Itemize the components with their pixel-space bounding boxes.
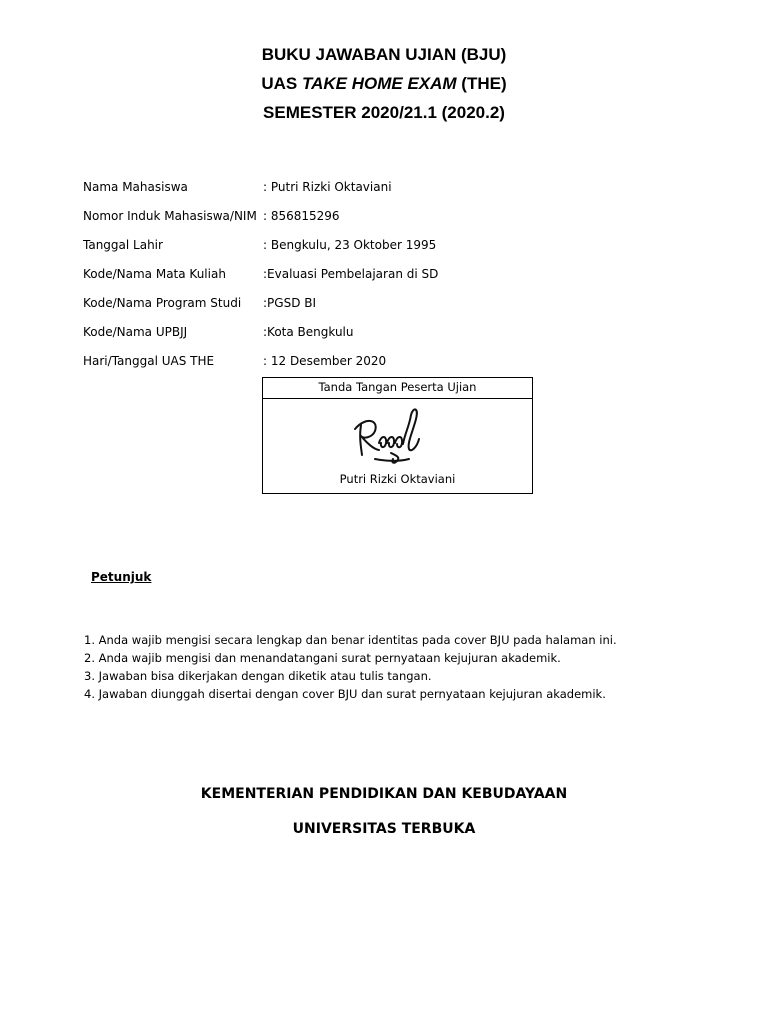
instructions-list xyxy=(84,631,617,703)
title-line-1: BUKU JAWABAN UJIAN (BJU) xyxy=(261,45,507,64)
identity-row-course xyxy=(83,259,438,288)
handwritten-signature-icon xyxy=(349,403,429,469)
title-line-3: SEMESTER 2020/21.1 (2020.2) xyxy=(263,103,505,122)
list-item: 1. Anda wajib mengisi secara lengkap dan benar identitas pada cover BJU pada halaman ini. xyxy=(84,633,617,647)
identity-row-birth xyxy=(83,230,438,259)
list-item: 2. Anda wajib mengisi dan menandatangani surat pernyataan kejujuran akademik. xyxy=(84,651,561,665)
signature-box xyxy=(262,377,533,494)
title-line-2 xyxy=(0,69,768,98)
identity-label: Nama Mahasiswa xyxy=(83,179,188,194)
footer-ministry: KEMENTERIAN PENDIDIKAN DAN KEBUDAYAAN xyxy=(200,786,568,802)
identity-row-program xyxy=(83,288,438,317)
identity-value: : Bengkulu, 23 Oktober 1995 xyxy=(263,237,437,252)
footer-university: UNIVERSITAS TERBUKA xyxy=(292,821,476,837)
title-line-2-prefix: UAS xyxy=(261,74,302,93)
signature-body xyxy=(263,399,532,493)
title-line-2-italic: TAKE HOME EXAM xyxy=(302,74,457,93)
instructions-title: Petunjuk xyxy=(91,570,152,584)
identity-label: Nomor Induk Mahasiswa/NIM xyxy=(83,208,257,223)
identity-label: Kode/Nama Program Studi xyxy=(83,295,242,310)
identity-value: :PGSD BI xyxy=(263,295,317,310)
identity-value: : Putri Rizki Oktaviani xyxy=(263,179,392,194)
identity-value: :Kota Bengkulu xyxy=(263,324,354,339)
list-item: 3. Jawaban bisa dikerjakan dengan diketik atau tulis tangan. xyxy=(84,669,432,683)
signature-heading: Tanda Tangan Peserta Ujian xyxy=(263,378,532,399)
identity-label: Tanggal Lahir xyxy=(83,237,163,252)
document-title xyxy=(0,40,768,127)
identity-value: : 856815296 xyxy=(263,208,340,223)
list-item: 4. Jawaban diunggah disertai dengan cover BJU dan surat pernyataan kejujuran akademik. xyxy=(84,687,606,701)
identity-label: Kode/Nama UPBJJ xyxy=(83,324,188,339)
identity-row-nim xyxy=(83,201,438,230)
identity-value: :Evaluasi Pembelajaran di SD xyxy=(263,266,439,281)
identity-row-exam-date xyxy=(83,346,438,375)
signature-name: Putri Rizki Oktaviani xyxy=(339,472,456,486)
identity-row-name xyxy=(83,172,438,201)
identity-row-upbjj xyxy=(83,317,438,346)
identity-label: Kode/Nama Mata Kuliah xyxy=(83,266,226,281)
title-line-2-suffix: (THE) xyxy=(456,74,507,93)
identity-label: Hari/Tanggal UAS THE xyxy=(83,353,215,368)
identity-value: : 12 Desember 2020 xyxy=(263,353,387,368)
identity-table xyxy=(83,172,438,375)
